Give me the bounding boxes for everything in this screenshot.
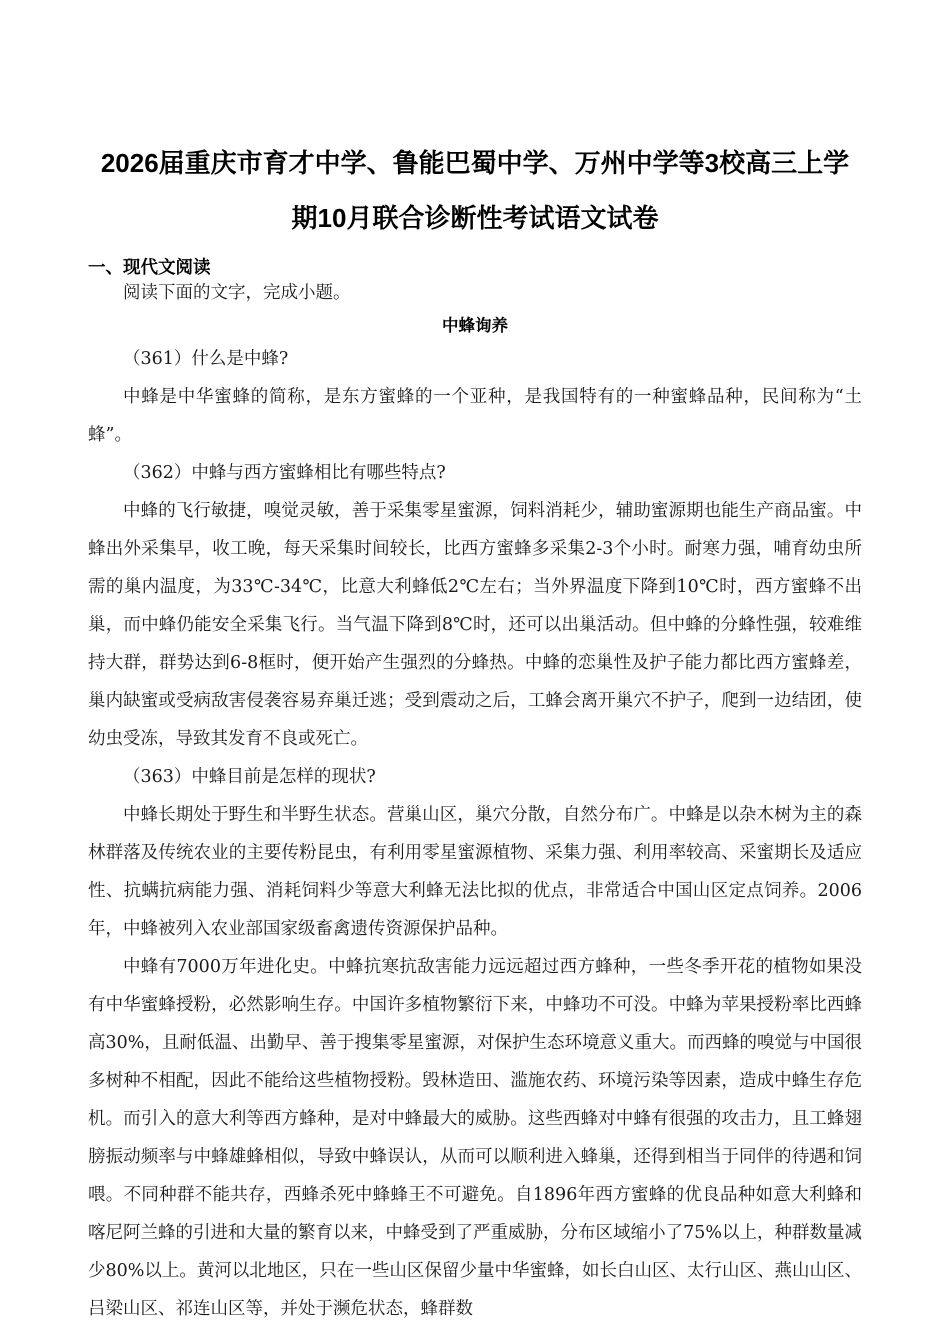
paragraph-question-361: （361）什么是中蜂?: [123, 349, 289, 369]
paragraph-question-362: （362）中蜂与西方蜜蜂相比有哪些特点?: [123, 463, 446, 483]
paragraph-answer-361: 中蜂是中华蜜蜂的简称，是东方蜜蜂的一个亚种，是我国特有的一种蜜蜂品种，民间称为“土蜂”。: [88, 387, 862, 445]
paragraph-answer-363-part2: 中蜂有7000万年进化史。中蜂抗寒抗敌害能力远远超过西方蜂种，一些冬季开花的植物如果没有中华蜜蜂授粉，必然影响生存。中国许多植物繁衍下来，中蜂功不可没。中蜂为苹果授粉率比西蜂高30%，且耐低温、出勤早、善于搜集零星蜜源，对保护生态环境意义重大。而西蜂的嗅觉与中国很多树种不相配，因此不能给这些植物授粉。毁林造田、滥施农药、环境污染等因素，造成中蜂生存危机。而引入的意大利等西方蜂种，是对中蜂最大的威胁。这些西蜂对中蜂有很强的攻击力，且工蜂翅膀振动频率与中蜂雄蜂相似，导致中蜂误认，从而可以顺利进入蜂巢，还得到相当于同伴的待遇和饲喂。不同种群不能共存，西蜂杀死中蜂蜂王不可避免。自1896年西方蜜蜂的优良品种如意大利蜂和喀尼阿兰蜂的引进和大量的繁育以来，中蜂受到了严重威胁，分布区域缩小了75%以上，种群数量减少80%以上。黄河以北地区，只在一些山区保留少量中华蜜蜂，如长白山区、太行山区、燕山山区、吕梁山区、祁连山区等，并处于濒危状态，蜂群数: [88, 957, 862, 1319]
reading-instruction: 阅读下面的文字，完成小题。: [123, 283, 351, 303]
paragraph-answer-363-part1: 中蜂长期处于野生和半野生状态。营巢山区，巢穴分散，自然分布广。中蜂是以杂木树为主的森林群落及传统农业的主要传粉昆虫，有利用零星蜜源植物、采集力强、利用率较高、采蜜期长及适应性、抗螨抗病能力强、消耗饲料少等意大利蜂无法比拟的优点，非常适合中国山区定点饲养。2006年，中蜂被列入农业部国家级畜禽遗传资源保护品种。: [88, 805, 862, 939]
paragraph-answer-362: 中蜂的飞行敏捷，嗅觉灵敏，善于采集零星蜜源，饲料消耗少，辅助蜜源期也能生产商品蜜。中蜂出外采集早，收工晚，每天采集时间较长，比西方蜜蜂多采集2-3个小时。耐寒力强，哺育幼虫所需的巢内温度，为33℃-34℃，比意大利蜂低2℃左右；当外界温度下降到10℃时，西方蜜蜂不出巢，而中蜂仍能安全采集飞行。当气温下降到8℃时，还可以出巢活动。但中蜂的分蜂性强，较难维持大群，群势达到6-8框时，便开始产生强烈的分蜂热。中蜂的恋巢性及护子能力都比西方蜜蜂差，巢内缺蜜或受病敌害侵袭容易弃巢迁逃；受到震动之后，工蜂会离开巢穴不护子，爬到一边结团，使幼虫受冻，导致其发育不良或死亡。: [88, 501, 862, 749]
exam-title: 2026届重庆市育才中学、鲁能巴蜀中学、万州中学等3校高三上学期10月联合诊断性考试语文试卷: [100, 148, 850, 233]
article-title: 中蜂询养: [442, 316, 508, 335]
paragraph-question-363: （363）中蜂目前是怎样的现状?: [123, 767, 376, 787]
section-heading-modern-text-reading: 一、现代文阅读: [88, 257, 211, 277]
